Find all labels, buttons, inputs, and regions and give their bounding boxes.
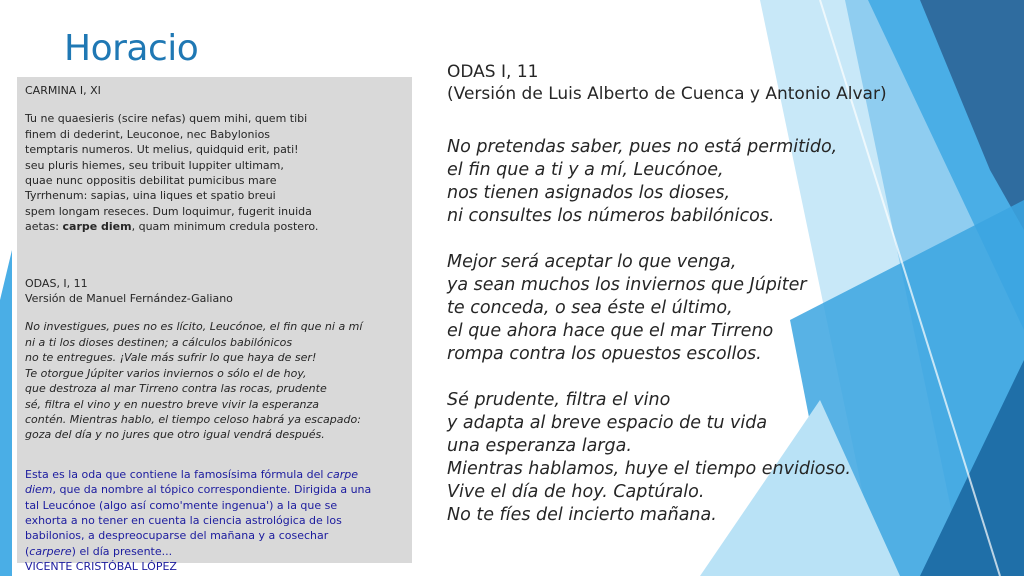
note-line: [25, 467, 404, 482]
slide-title: Horacio: [64, 28, 199, 69]
version-heading: ODAS I, 11: [447, 62, 539, 82]
poem-line: nos tienen asignados los dioses,: [447, 183, 731, 203]
note-part: , que da nombre al tópico correspondiente. Dirigida a una: [52, 483, 372, 497]
poem-line: y adapta al breve espacio de tu vida: [447, 413, 768, 433]
latin-line: seu pluris hiemes, seu tribuit Iuppiter ultimam,: [25, 158, 284, 172]
translation-line: no te entregues. ¡Vale más sufrir lo que haya de ser!: [25, 351, 317, 365]
latin-line: finem di dederint, Leuconoe, nec Babylonios: [25, 127, 271, 141]
latin-line: temptaris numeros. Ut melius, quidquid erit, pati!: [25, 143, 299, 157]
version-credit: (Versión de Luis Alberto de Cuenca y Antonio Alvar): [447, 84, 887, 104]
latin-heading: CARMINA I, XI: [25, 84, 101, 97]
translation-line: sé, filtra el vino y en nuestro breve vivir la esperanza: [25, 397, 320, 411]
poem-line: ya sean muchos los inviernos que Júpiter: [447, 275, 807, 295]
note-line: exhorta a no tener en cuenta la ciencia astrológica de los: [25, 513, 342, 527]
note-line: tal Leucónoe (algo así como'mente ingenua') a la que se: [25, 498, 338, 512]
translation-line: que destroza al mar Tirreno contra las rocas, prudente: [25, 382, 327, 396]
poem-line: el fin que a ti y a mí, Leucónoe,: [447, 160, 724, 180]
note-author: VICENTE CRISTÓBAL LÓPEZ: [25, 560, 177, 574]
poem-line: rompa contra los opuestos escollos.: [447, 344, 762, 364]
translation-poem: [25, 319, 404, 442]
note-italic: carpere: [29, 544, 72, 558]
latin-line-part: aetas:: [25, 220, 63, 234]
note-part: (: [25, 544, 30, 558]
note-line: [25, 482, 404, 497]
latin-line-last: [25, 219, 404, 234]
translation-heading: ODAS, I, 11: [25, 276, 88, 290]
translation-credit: Versión de Manuel Fernández-Galiano: [25, 292, 233, 306]
note-italic: diem: [25, 483, 53, 497]
translation-line: contén. Mientras hablo, el tiempo celoso habrá ya escapado:: [25, 412, 361, 426]
poem-line: Mientras hablamos, huye el tiempo envidioso.: [447, 459, 851, 479]
stanza: [447, 389, 907, 527]
poem-line: No te fíes del incierto mañana.: [447, 505, 717, 525]
note-line: babilonios, a despreocuparse del mañana y a cosechar: [25, 529, 329, 543]
latin-line-part: , quam minimum credula postero.: [131, 220, 319, 234]
translation-line: No investigues, pues no es lícito, Leucónoe, el fin que ni a mí: [25, 320, 363, 334]
latin-line: Tyrrhenum: sapias, uina liques et spatio breui: [25, 189, 276, 203]
poem-line: una esperanza larga.: [447, 436, 632, 456]
poem-line: ni consultes los números babilónicos.: [447, 206, 775, 226]
note-part: ) el día presente...: [71, 544, 173, 558]
latin-line: Tu ne quaesieris (scire nefas) quem mihi, quem tibi: [25, 112, 308, 126]
stanza: [447, 136, 907, 228]
latin-line: spem longam reseces. Dum loquimur, fugerit inuida: [25, 204, 312, 218]
poem-line: te conceda, o sea éste el último,: [447, 298, 733, 318]
translation-line: ni a ti los dioses destinen; a cálculos babilónicos: [25, 335, 293, 349]
note-line: [25, 544, 404, 559]
latin-poem: [25, 111, 404, 234]
spanish-poem: [447, 136, 907, 527]
poem-line: No pretendas saber, pues no está permitido,: [447, 137, 838, 157]
deco-left-edge-stripe: [0, 250, 12, 576]
carpe-diem-bold: carpe diem: [62, 220, 132, 234]
note-italic: carpe: [326, 467, 358, 481]
poem-line: Sé prudente, filtra el vino: [447, 390, 671, 410]
poem-line: el que ahora hace que el mar Tirreno: [447, 321, 774, 341]
translation-line: Te otorgue Júpiter varios inviernos o sólo el de hoy,: [25, 366, 307, 380]
commentary-note: [25, 467, 404, 575]
poem-line: Mejor será aceptar lo que venga,: [447, 252, 737, 272]
stanza: [447, 251, 907, 366]
latin-and-translation-panel: [17, 77, 412, 574]
translation-line: goza del día y no jures que otro igual vendrá después.: [25, 428, 325, 442]
poem-line: Vive el día de hoy. Captúralo.: [447, 482, 705, 502]
latin-line: quae nunc oppositis debilitat pumicibus mare: [25, 174, 277, 188]
spanish-version-panel: [447, 61, 907, 550]
note-part: Esta es la oda que contiene la famosísima fórmula del: [25, 467, 327, 481]
